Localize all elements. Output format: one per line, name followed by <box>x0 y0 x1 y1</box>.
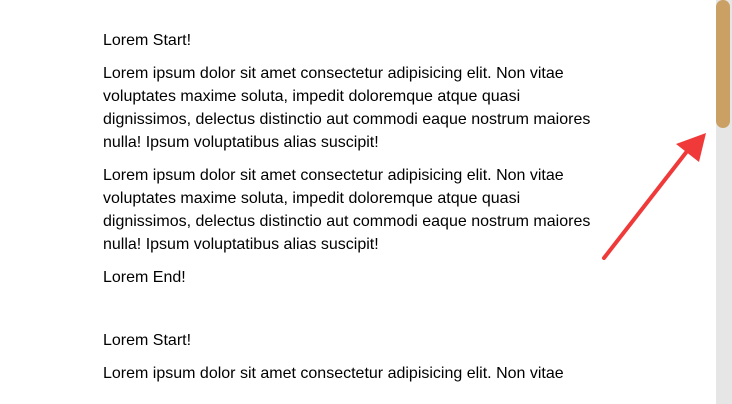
paragraph: Lorem ipsum dolor sit amet consectetur adipisicing elit. Non vitae <box>103 365 564 382</box>
block-end-label: Lorem End! <box>103 269 186 286</box>
scrollbar-thumb[interactable] <box>716 0 730 128</box>
paragraph: Lorem ipsum dolor sit amet consectetur adipisicing elit. Non vitae voluptates maxime soluta, impedit doloremque atque quasi dignissimos, delectus distinctio aut commodi eaque nostrum maiores nulla! Ipsum voluptatibus alias suscipit! <box>103 167 591 253</box>
arrow-shaft <box>604 150 688 258</box>
block-start-label: Lorem Start! <box>103 332 192 349</box>
block-start-label: Lorem Start! <box>103 32 192 49</box>
arrow-head <box>676 133 706 162</box>
page-content <box>103 29 603 404</box>
lorem-block-2 <box>103 329 603 385</box>
paragraph: Lorem ipsum dolor sit amet consectetur adipisicing elit. Non vitae voluptates maxime soluta, impedit doloremque atque quasi dignissimos, delectus distinctio aut commodi eaque nostrum maiores nulla! Ipsum voluptatibus alias suscipit! <box>103 65 591 151</box>
lorem-block-1 <box>103 29 603 289</box>
